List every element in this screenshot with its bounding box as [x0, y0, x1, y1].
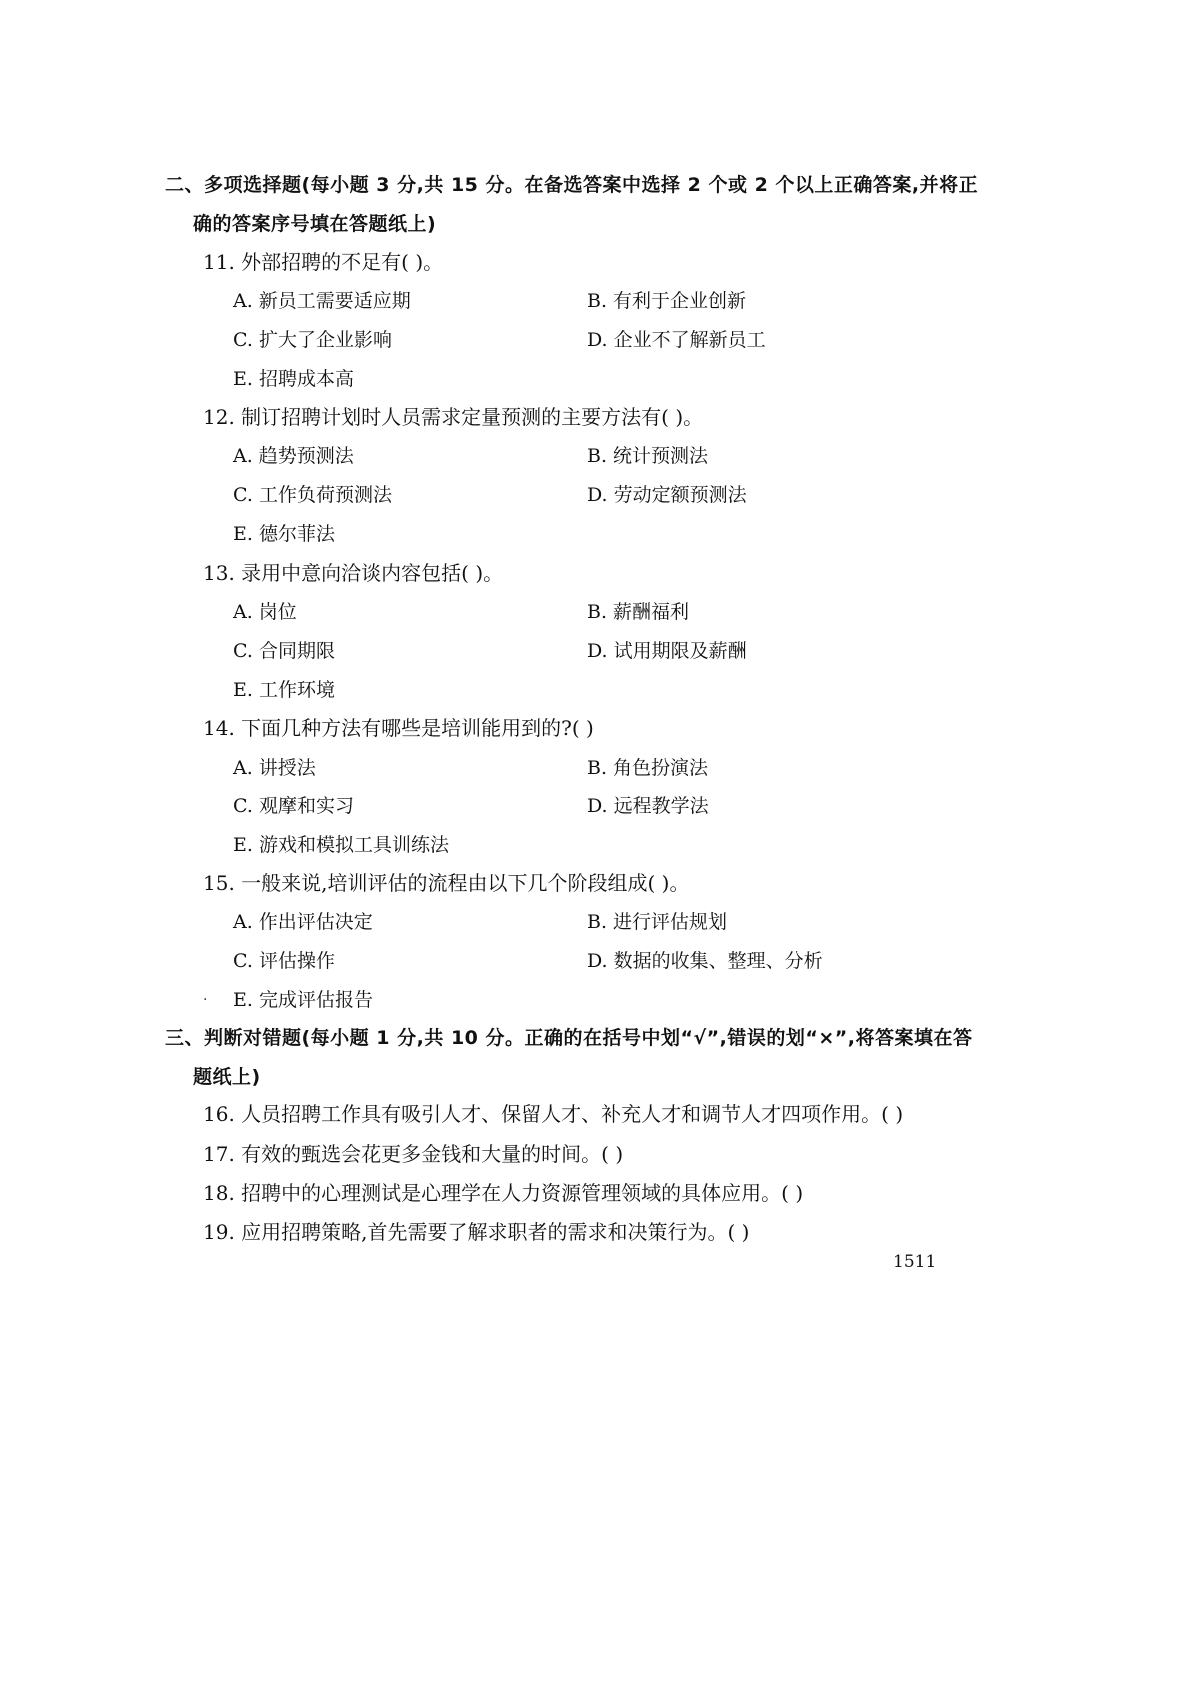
section2-heading-line1: 二、多项选择题(每小题 3 分,共 15 分。在备选答案中选择 2 个或 2 个以上正确答案,并将正 [165, 174, 979, 196]
question-14-option-e: E. 游戏和模拟工具训练法 [233, 834, 449, 856]
question-15-option-a: A. 作出评估决定 [233, 911, 373, 933]
judgement-item-16: 16. 人员招聘工作具有吸引人才、保留人才、补充人才和调节人才四项作用。( ) [203, 1102, 904, 1126]
section3-heading-line1: 三、判断对错题(每小题 1 分,共 10 分。正确的在括号中划“√”,错误的划“×”,将答案填在答 [165, 1027, 973, 1049]
question-12-option-c: C. 工作负荷预测法 [233, 484, 392, 506]
question-11-stem: 11. 外部招聘的不足有( )。 [203, 250, 444, 274]
question-13-option-b: B. 薪酬福利 [587, 601, 690, 623]
question-11-option-c: C. 扩大了企业影响 [233, 329, 392, 351]
question-12-option-d: D. 劳动定额预测法 [587, 484, 747, 506]
scan-speck: · [203, 992, 208, 1008]
question-12-stem: 12. 制订招聘计划时人员需求定量预测的主要方法有( )。 [203, 405, 704, 429]
question-14-stem: 14. 下面几种方法有哪些是培训能用到的?( ) [203, 716, 594, 740]
question-15-stem: 15. 一般来说,培训评估的流程由以下几个阶段组成( )。 [203, 871, 690, 895]
question-11-option-e: E. 招聘成本高 [233, 368, 354, 390]
question-14-option-d: D. 远程教学法 [587, 795, 709, 817]
question-13-option-c: C. 合同期限 [233, 640, 335, 662]
question-12-option-e: E. 德尔菲法 [233, 523, 335, 545]
question-15-option-e: E. 完成评估报告 [233, 989, 373, 1011]
judgement-item-17: 17. 有效的甄选会花更多金钱和大量的时间。( ) [203, 1142, 624, 1166]
question-14-option-a: A. 讲授法 [233, 757, 316, 779]
question-15-option-d: D. 数据的收集、整理、分析 [587, 950, 823, 972]
section2-heading-line2: 确的答案序号填在答题纸上) [193, 213, 437, 235]
judgement-item-19: 19. 应用招聘策略,首先需要了解求职者的需求和决策行为。( ) [203, 1220, 750, 1244]
question-12-option-b: B. 统计预测法 [587, 445, 709, 467]
question-11-option-a: A. 新员工需要适应期 [233, 290, 411, 312]
question-13-option-a: A. 岗位 [233, 601, 297, 623]
question-15-option-b: B. 进行评估规划 [587, 911, 728, 933]
question-11-option-b: B. 有利于企业创新 [587, 290, 747, 312]
question-13-stem: 13. 录用中意向洽谈内容包括( )。 [203, 561, 504, 585]
section3-heading-line2: 题纸上) [193, 1066, 261, 1088]
question-13-option-d: D. 试用期限及薪酬 [587, 640, 747, 662]
question-14-option-c: C. 观摩和实习 [233, 795, 354, 817]
question-15-option-c: C. 评估操作 [233, 950, 335, 972]
page-number: 1511 [893, 1252, 937, 1272]
question-11-option-d: D. 企业不了解新员工 [587, 329, 766, 351]
question-14-option-b: B. 角色扮演法 [587, 757, 709, 779]
judgement-item-18: 18. 招聘中的心理测试是心理学在人力资源管理领域的具体应用。( ) [203, 1181, 804, 1205]
question-12-option-a: A. 趋势预测法 [233, 445, 354, 467]
question-13-option-e: E. 工作环境 [233, 679, 335, 701]
